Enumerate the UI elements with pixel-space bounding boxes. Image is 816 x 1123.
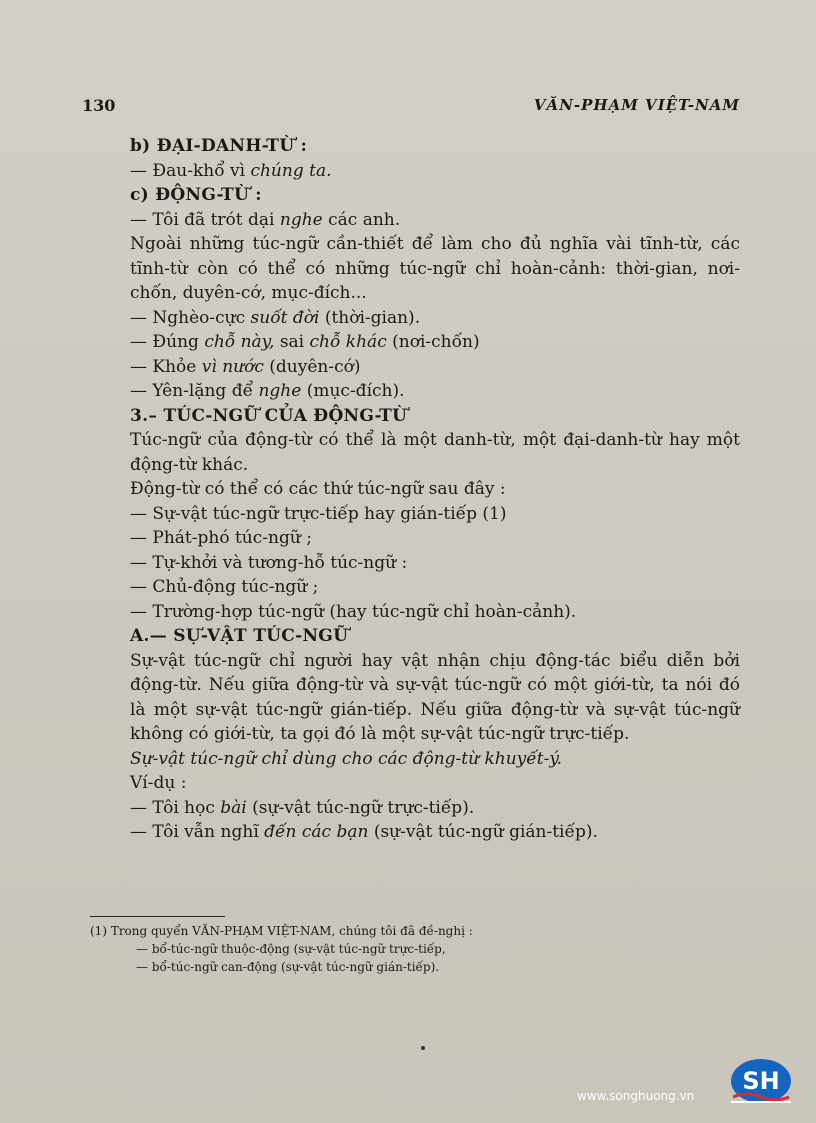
example-line: — Khỏe vì nước (duyên-cớ): [130, 356, 361, 377]
footnote-1: (1) Trong quyển VĂN-PHẠM VIỆT-NAM, chúng tôi đã đề-nghị :: [90, 924, 473, 938]
list-item: — Phát-phó túc-ngữ ;: [130, 528, 312, 548]
footnote-divider: [90, 916, 225, 917]
page-number: 130: [82, 96, 116, 115]
page-dot: [421, 1046, 425, 1050]
subheading-c: c) ĐỘNG-TỪ :: [130, 185, 262, 205]
list-item: — Tự-khởi và tương-hỗ túc-ngữ :: [130, 552, 408, 573]
paragraph: Ngoài những túc-ngữ cần-thiết để làm cho đủ nghĩa vài tĩnh-từ, các tĩnh-từ còn có thể có những túc-ngữ chỉ hoàn-cảnh: thời-gian, nơi-chốn, duyên-cớ, mục-đích...: [130, 234, 740, 303]
list-item: — Sự-vật túc-ngữ trực-tiếp hay gián-tiếp (1): [130, 503, 507, 524]
list-item: — Chủ-động túc-ngữ ;: [130, 577, 319, 597]
example-line: — Tôi đã trót dại nghe các anh.: [130, 209, 401, 230]
list-intro: Động-từ có thể có các thứ túc-ngữ sau đây :: [130, 479, 506, 499]
example-line: — Đúng chỗ này, sai chỗ khác (nơi-chốn): [130, 332, 480, 352]
footnote-item: — bổ-túc-ngữ thuộc-động (sự-vật túc-ngữ trực-tiếp,: [136, 942, 446, 956]
footnote-item: — bổ-túc-ngữ can-động (sự-vật túc-ngữ gián-tiếp).: [136, 960, 440, 974]
watermark-site[interactable]: www.songhuong.vn: [577, 1089, 695, 1103]
paragraph: Túc-ngữ của động-từ có thể là một danh-từ, một đại-danh-từ hay một động-từ khác.: [130, 430, 740, 475]
example-label: Ví-dụ :: [130, 773, 187, 793]
example-line: — Yên-lặng để nghe (mục-đích).: [130, 381, 405, 401]
example-line: — Nghèo-cực suốt đời (thời-gian).: [130, 307, 421, 328]
running-title: VĂN-PHẠM VIỆT-NAM: [533, 96, 740, 114]
paragraph: Sự-vật túc-ngữ chỉ người hay vật nhận chịu động-tác biểu diễn bởi động-từ. Nếu giữa động-từ và sự-vật túc-ngữ có một giới-từ, ta nói đó là một sự-vật túc-ngữ gián-tiếp. Nếu giữa động-từ và sự-vật túc-ngữ không có giới-từ, ta gọi đó là một sự-vật túc-ngữ trực-tiếp.: [130, 650, 740, 744]
section-heading-a: A.— SỰ-VẬT TÚC-NGỮ: [130, 626, 349, 646]
italic-note: Sự-vật túc-ngữ chỉ dùng cho các động-từ khuyết-ý.: [130, 748, 563, 769]
subheading-b: b) ĐẠI-DANH-TỪ :: [130, 136, 308, 156]
page-header: [82, 96, 740, 122]
page-body: [130, 134, 740, 845]
section-heading-3: 3.– TÚC-NGỮ CỦA ĐỘNG-TỪ: [130, 405, 408, 426]
footnotes: [90, 922, 730, 976]
logo-letters: SH: [742, 1067, 780, 1095]
example-line: — Đau-khổ vì chúng ta.: [130, 160, 332, 181]
example-line: — Tôi học bài (sự-vật túc-ngữ trực-tiếp).: [130, 797, 475, 818]
songhuong-logo-icon[interactable]: [727, 1057, 795, 1107]
example-line: — Tôi vẫn nghĩ đến các bạn (sự-vật túc-ngữ gián-tiếp).: [130, 822, 598, 842]
list-item: — Trường-hợp túc-ngữ (hay túc-ngữ chỉ hoàn-cảnh).: [130, 601, 577, 622]
